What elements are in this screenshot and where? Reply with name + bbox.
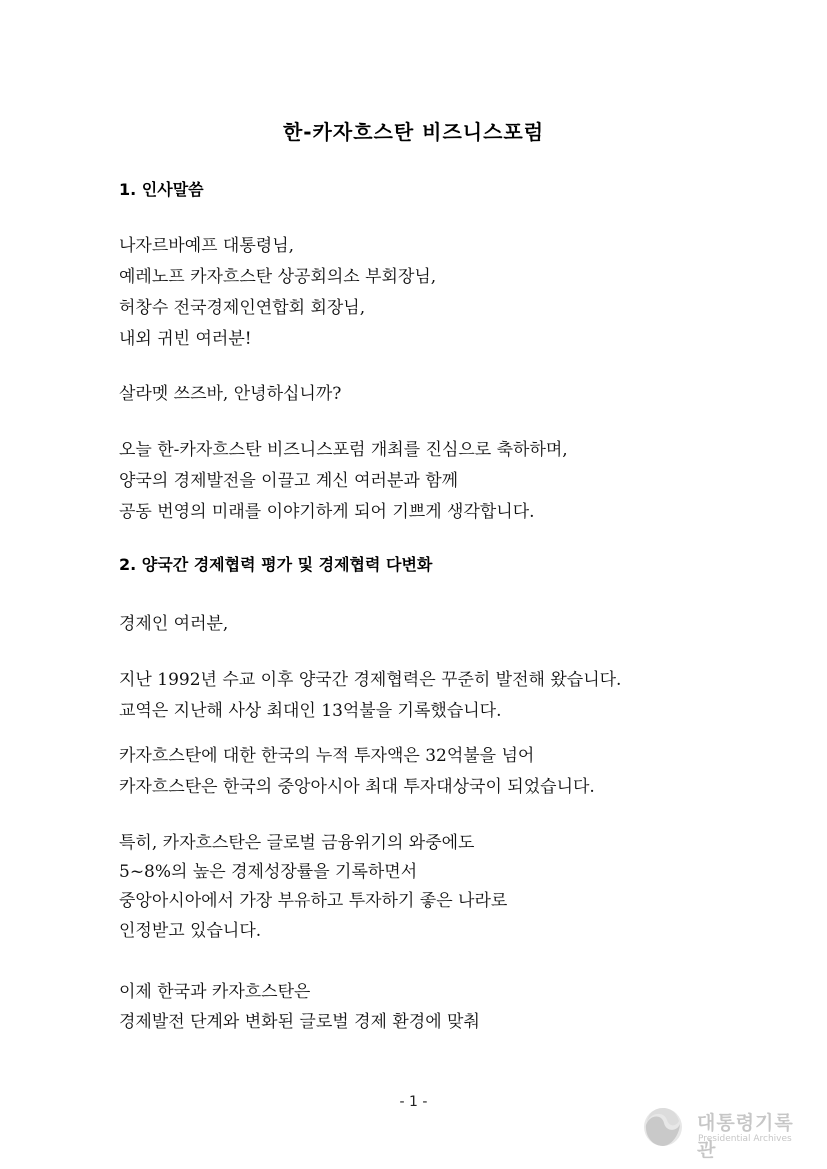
archives-emblem-icon <box>642 1106 684 1148</box>
greeting-line: 나자르바예프 대통령님, <box>119 236 295 256</box>
paragraph-line: 5~8%의 높은 경제성장률을 기록하면서 <box>119 862 418 882</box>
paragraph-line: 특히, 카자흐스탄은 글로벌 금융위기의 와중에도 <box>119 833 475 853</box>
opening-line: 공동 번영의 미래를 이야기하게 되어 기쁘게 생각합니다. <box>119 502 535 522</box>
opening-line: 양국의 경제발전을 이끌고 계신 여러분과 함께 <box>119 471 459 491</box>
paragraph-line: 인정받고 있습니다. <box>119 921 262 941</box>
paragraph-line: 카자흐스탄에 대한 한국의 누적 투자액은 32억불을 넘어 <box>119 746 535 766</box>
archives-watermark <box>642 1104 802 1161</box>
page-number: - 1 - <box>399 1094 428 1110</box>
opening-line: 오늘 한-카자흐스탄 비즈니스포럼 개최를 진심으로 축하하며, <box>119 440 568 460</box>
section1-heading: 1. 인사말씀 <box>119 180 204 199</box>
greeting-line: 허창수 전국경제인연합회 회장님, <box>119 298 366 318</box>
greeting-line: 내외 귀빈 여러분! <box>119 329 252 349</box>
paragraph-line: 교역은 지난해 사상 최대인 13억불을 기록했습니다. <box>119 701 502 721</box>
paragraph-line: 이제 한국과 카자흐스탄은 <box>119 982 311 1002</box>
section2-heading: 2. 양국간 경제협력 평가 및 경제협력 다변화 <box>119 555 433 574</box>
watermark-korean: 대통령기록관 <box>697 1112 794 1161</box>
address-line: 경제인 여러분, <box>119 614 229 634</box>
watermark-english: Presidential Archives <box>698 1134 792 1144</box>
greeting-line: 예레노프 카자흐스탄 상공회의소 부회장님, <box>119 267 437 287</box>
paragraph-line: 지난 1992년 수교 이후 양국간 경제협력은 꾸준히 발전해 왔습니다. <box>119 670 622 690</box>
paragraph-line: 카자흐스탄은 한국의 중앙아시아 최대 투자대상국이 되었습니다. <box>119 777 595 797</box>
paragraph-line: 중앙아시아에서 가장 부유하고 투자하기 좋은 나라로 <box>119 891 508 911</box>
salutation: 살라멧 쓰즈바, 안녕하십니까? <box>119 384 342 404</box>
paragraph-line: 경제발전 단계와 변화된 글로벌 경제 환경에 맞춰 <box>119 1012 480 1032</box>
document-title: 한-카자흐스탄 비즈니스포럼 <box>282 120 545 144</box>
